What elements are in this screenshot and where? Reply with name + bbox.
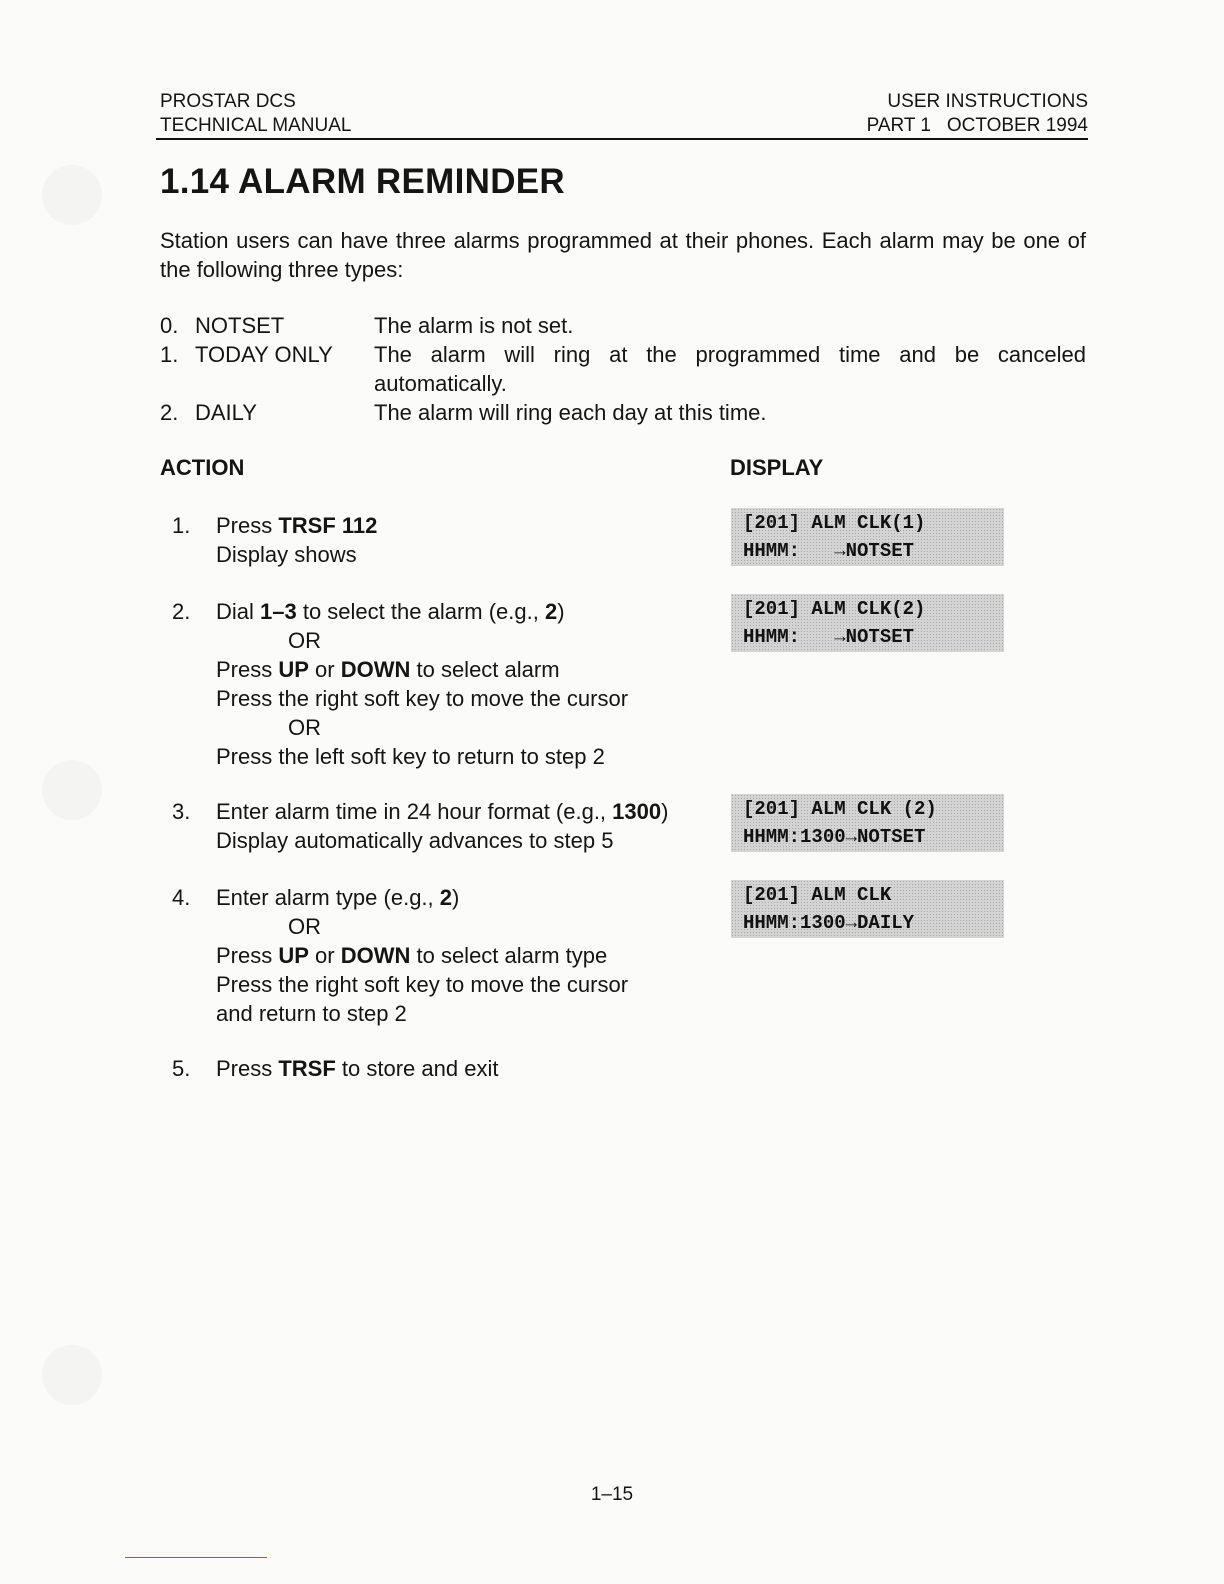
alarm-type-name: NOTSET [195,313,285,338]
header-right [867,90,1088,138]
lcd-line-2: HHMM:1300→DAILY [743,912,915,934]
lcd-display [731,794,1004,852]
header-section: USER INSTRUCTIONS [887,91,1088,112]
step-number: 2. [172,599,191,624]
key-label: 2 [439,885,453,910]
step-text: Press [216,1056,279,1081]
key-label: TRSF 112 [278,513,378,538]
header-left [160,90,351,138]
step-text: Press the right soft key to move the cursor [216,686,629,711]
or-text: OR [288,715,321,740]
alarm-type-number: 2. [160,400,179,425]
display-column-heading: DISPLAY [730,455,824,480]
lcd-display [731,880,1004,938]
step-text: to select alarm [410,657,560,682]
step-4 [172,883,702,1028]
alarm-type-description: The alarm will ring at the programmed time and be canceled automatically. [374,342,1086,396]
key-label: DOWN [340,943,411,968]
header-rule [156,138,1088,140]
step-text: Enter alarm type (e.g., [216,885,440,910]
lcd-line-2: HHMM: →NOTSET [743,626,915,648]
step-text: Press [216,657,279,682]
step-text: or [308,657,341,682]
alarm-type-number: 0. [160,313,179,338]
alarm-types-list [160,311,1086,427]
step-number: 1. [172,513,191,538]
step-text: Dial [216,599,261,624]
section-title: 1.14 ALARM REMINDER [160,162,566,201]
step-text: ) [557,599,565,624]
key-label: 1–3 [260,599,297,624]
step-number: 5. [172,1056,191,1081]
step-text: Press [216,943,279,968]
key-label: 2 [544,599,558,624]
step-5 [172,1054,702,1083]
binder-hole [42,760,102,820]
step-2 [172,597,702,771]
intro-paragraph: Station users can have three alarms programmed at their phones. Each alarm may be one of the following three types: [160,228,1086,282]
alarm-type-name: TODAY ONLY [195,342,333,367]
lcd-line-2: HHMM: →NOTSET [743,540,915,562]
step-text: to select the alarm (e.g., [296,599,545,624]
header-product: PROSTAR DCS [160,91,296,112]
binder-hole [42,165,102,225]
step-text: Press the right soft key to move the cursor [216,972,629,997]
key-label: DOWN [340,657,411,682]
alarm-type-name: DAILY [195,400,257,425]
scan-edge-line [125,1557,267,1558]
key-label: UP [278,943,309,968]
lcd-line-2: HHMM:1300→NOTSET [743,826,926,848]
step-text: Display shows [216,542,357,567]
lcd-display [731,508,1004,566]
step-text: to select alarm type [410,943,608,968]
step-text: ) [661,799,669,824]
step-text: Enter alarm time in 24 hour format (e.g., [216,799,613,824]
step-text: or [308,943,341,968]
step-text: to store and exit [335,1056,499,1081]
lcd-line-1: [201] ALM CLK(1) [743,512,926,534]
key-label: UP [278,657,309,682]
page-number: 1–15 [590,1484,634,1505]
alarm-type-item [160,311,1086,340]
alarm-type-item [160,340,1086,398]
lcd-display [731,594,1004,652]
key-label: 1300 [612,799,662,824]
lcd-line-1: [201] ALM CLK [743,884,892,906]
step-number: 4. [172,885,191,910]
step-number: 3. [172,799,191,824]
page-header [160,90,1088,140]
action-column-heading: ACTION [160,455,245,480]
step-text: and return to step 2 [216,1001,407,1026]
alarm-type-item [160,398,1086,427]
key-label: TRSF [278,1056,336,1081]
alarm-type-description: The alarm will ring each day at this time. [374,400,767,425]
or-text: OR [288,914,321,939]
alarm-type-description: The alarm is not set. [374,313,574,338]
lcd-line-1: [201] ALM CLK (2) [743,798,937,820]
step-text: Display automatically advances to step 5 [216,828,614,853]
step-text: Press [216,513,279,538]
step-text: ) [452,885,460,910]
or-text: OR [288,628,321,653]
step-text: Press the left soft key to return to step 2 [216,744,605,769]
header-part-date: PART 1 OCTOBER 1994 [866,115,1088,136]
lcd-line-1: [201] ALM CLK(2) [743,598,926,620]
header-manual: TECHNICAL MANUAL [160,115,352,136]
alarm-type-number: 1. [160,342,179,367]
step-1 [172,511,702,569]
binder-hole [42,1345,102,1405]
step-3 [172,797,702,855]
